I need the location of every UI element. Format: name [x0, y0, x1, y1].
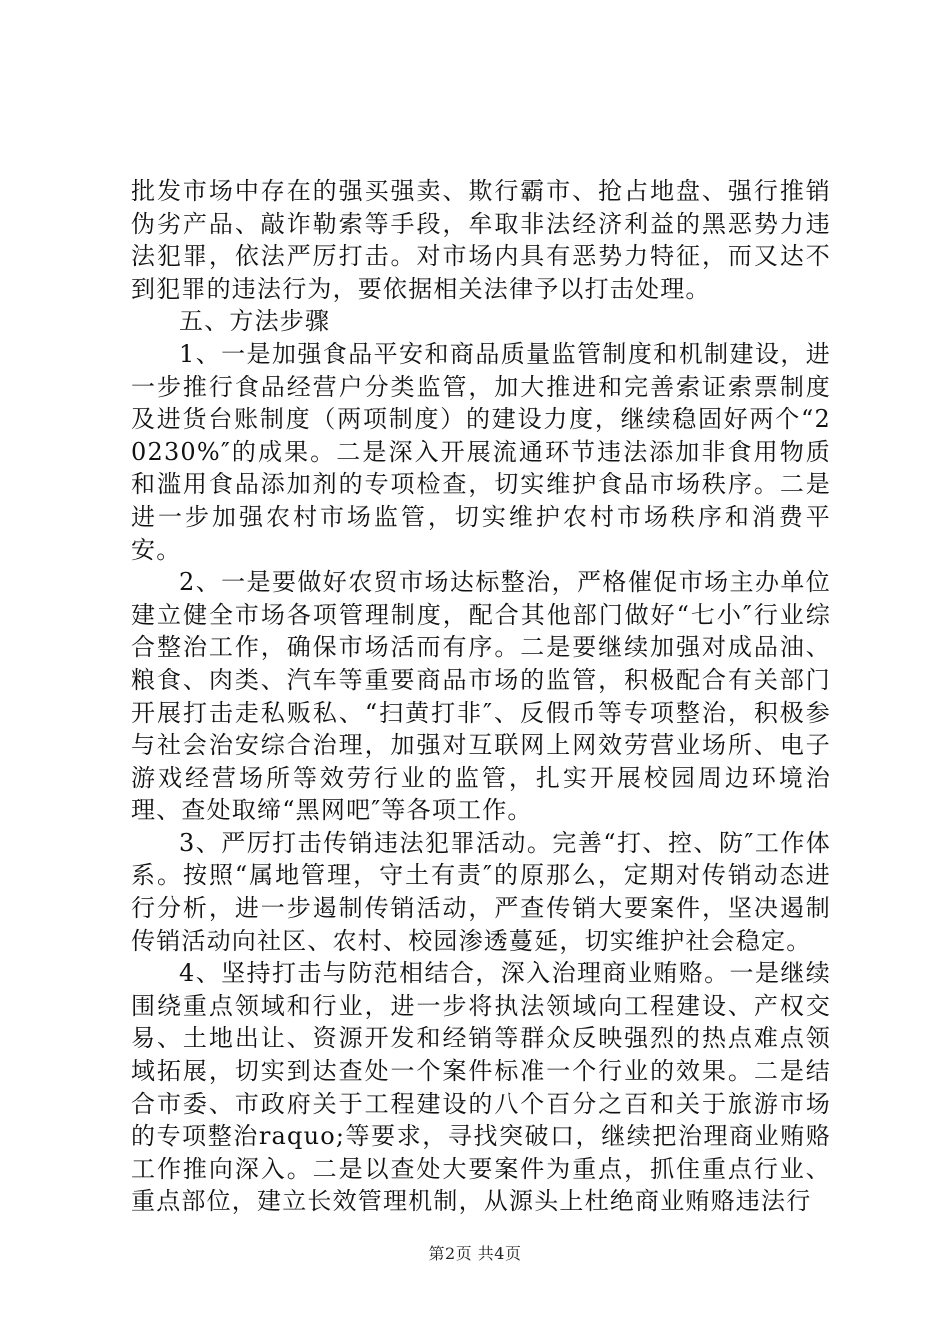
- section-heading-methods: 五、方法步骤: [179, 307, 331, 336]
- paragraph-continuation: 批发市场中存在的强买强卖、欺行霸市、抢占地盘、强行推销伪劣产品、敲诈勒索等手段，牟取非法经济利益的黑恶势力违法犯罪，依法严厉打击。对市场内具有恶势力特征，而又达不到犯罪的违法行为，要依据相关法律予以打击处理。: [131, 177, 831, 303]
- paragraph-step-3: 3、严厉打击传销违法犯罪活动。完善“打、控、防″工作体系。按照“属地管理，守土有责″的原那么，定期对传销动态进行分析，进一步遏制传销活动，严查传销大要案件，坚决遏制传销活动向社区、农村、校园渗透蔓延，切实维护社会稳定。: [131, 828, 831, 955]
- document-body: [131, 175, 831, 1218]
- page-footer: 第2页 共4页: [428, 1244, 522, 1263]
- paragraph-step-1: 1、一是加强食品平安和商品质量监管制度和机制建设，进一步推行食品经营户分类监管，加大推进和完善索证索票制度及进货台账制度（两项制度）的建设力度，继续稳固好两个“20230%″的成果。二是深入开展流通环节违法添加非食用物质和滥用食品添加剂的专项检查，切实维护食品市场秩序。二是进一步加强农村市场监管，切实维护农村市场秩序和消费平安。: [131, 339, 831, 564]
- paragraph-step-4: 4、坚持打击与防范相结合，深入治理商业贿赂。一是继续围绕重点领域和行业，进一步将执法领域向工程建设、产权交易、土地出让、资源开发和经销等群众反映强烈的热点难点领域拓展，切实到达查处一个案件标准一个行业的效果。二是结合市委、市政府关于工程建设的八个百分之百和关于旅游市场的专项整治raquo;等要求，寻找突破口，继续把治理商业贿赂工作推向深入。二是以查处大要案件为重点，抓住重点行业、重点部位，建立长效管理机制，从源头上杜绝商业贿赂违法行: [131, 959, 831, 1216]
- paragraph-step-2: 2、一是要做好农贸市场达标整治，严格催促市场主办单位建立健全市场各项管理制度，配合其他部门做好“七小″行业综合整治工作，确保市场活而有序。二是要继续加强对成品油、粮食、肉类、汽车等重要商品市场的监管，积极配合有关部门开展打击走私贩私、“扫黄打非″、反假币等专项整治，积极参与社会治安综合治理，加强对互联网上网效劳营业场所、电子游戏经营场所等效劳行业的监管，扎实开展校园周边环境治理、查处取缔“黑网吧″等各项工作。: [131, 568, 831, 825]
